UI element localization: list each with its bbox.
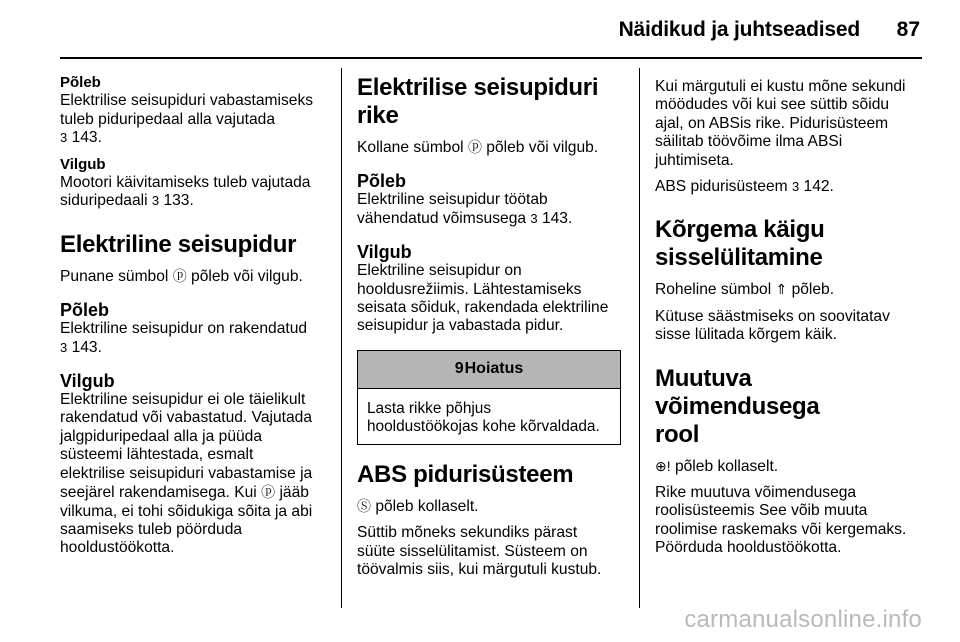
- parking-brake-icon: ⓟ: [172, 267, 187, 284]
- page-reference: 3 143.: [60, 338, 102, 356]
- paragraph-line: roolimise raskemaks või kergemaks.: [655, 520, 907, 538]
- label-poleb: Põleb: [60, 300, 110, 321]
- paragraph-line: töövalmis siis, kui märgutuli kustub.: [357, 561, 602, 579]
- watermark: carmanualsonline.info: [684, 606, 922, 633]
- paragraph-line: jalgpiduripedaal alla ja püüda: [60, 427, 263, 445]
- section-heading: ABS pidurisüsteem: [357, 460, 574, 488]
- warning-triangle-icon: 9: [454, 360, 464, 378]
- parking-brake-icon: ⓟ: [261, 484, 276, 501]
- page-reference: ABS pidurisüsteem 3 142.: [655, 178, 834, 196]
- column-divider-left: [341, 68, 342, 608]
- warning-box: [357, 350, 621, 445]
- paragraph: Ⓢ põleb kollaselt.: [357, 497, 479, 515]
- column-3: [655, 78, 920, 558]
- paragraph: Elektrilise seisupiduri vabastamiseks: [60, 92, 314, 110]
- paragraph: siduripedaali 3 133.: [60, 192, 194, 210]
- paragraph-line: Süttib mõneks sekundiks pärast: [357, 524, 578, 542]
- paragraph-line: Kütuse säästmiseks on soovitatav: [655, 307, 890, 325]
- paragraph-line: seejärel rakendamisega. Kui ⓟ jääb: [60, 484, 309, 502]
- ref-arrow-icon: 3: [60, 339, 68, 355]
- column-1: [60, 74, 325, 558]
- warning-header: [358, 351, 620, 389]
- paragraph: Mootori käivitamiseks tuleb vajutada: [60, 174, 311, 192]
- ref-arrow-icon: 3: [60, 130, 68, 146]
- section-heading: rool: [655, 420, 700, 448]
- page-number: 87: [896, 18, 920, 41]
- paragraph-line: saamiseks tuleb pöörduda: [60, 520, 243, 538]
- ref-arrow-icon: 3: [530, 210, 538, 226]
- paragraph-line: sisse lülitada kõrgem käik.: [655, 326, 838, 344]
- parking-brake-fault-icon: ⓟ: [467, 139, 482, 155]
- label-vilgub: Vilgub: [60, 155, 106, 173]
- ref-arrow-icon: 3: [151, 193, 160, 209]
- paragraph-line: vilkuma, ei tohi sõidukiga sõita ja abi: [60, 502, 313, 520]
- paragraph-line: möödudes või kui see süttib sõidu: [655, 96, 890, 114]
- shift-up-icon: ⇑: [775, 281, 788, 298]
- paragraph: Elektriline seisupidur on rakendatud: [60, 320, 308, 338]
- paragraph: Punane sümbol ⓟ põleb või vilgub.: [60, 267, 303, 285]
- paragraph-line: süüte sisselülitamist. Süsteem on: [357, 542, 588, 560]
- section-heading: Muutuva võimendusega: [655, 364, 820, 420]
- paragraph-line: hooldustöökotta.: [60, 539, 175, 557]
- section-heading: Elektrilise seisupiduri rike: [357, 74, 599, 129]
- paragraph-line: hooldusrežiimis. Lähtestamiseks: [357, 280, 582, 298]
- paragraph: Kollane sümbol ⓟ põleb või vilgub.: [357, 139, 599, 156]
- paragraph: ⊕! põleb kollaselt.: [655, 457, 779, 475]
- warning-body: [358, 389, 620, 444]
- paragraph: vähendatud võimsusega 3 143.: [357, 209, 573, 227]
- section-heading: Kõrgema käigu: [655, 216, 825, 244]
- paragraph-line: Elektriline seisupidur on: [357, 262, 522, 280]
- header-rule: [60, 57, 922, 59]
- paragraph-line: juhtimiseta.: [655, 151, 734, 169]
- abs-icon: Ⓢ: [357, 497, 371, 514]
- label-vilgub: Vilgub: [357, 242, 412, 263]
- warning-line: hooldustöökojas kohe kõrvaldada.: [367, 417, 600, 435]
- running-header-title: Näidikud ja juhtseadised: [618, 18, 860, 41]
- paragraph-line: Kui märgutuli ei kustu mõne sekundi: [655, 78, 906, 95]
- paragraph: Roheline sümbol ⇑ põleb.: [655, 281, 835, 299]
- paragraph-line: roolisüsteemis See võib muuta: [655, 502, 868, 520]
- paragraph-line: elektrilise seisupiduri vabastamise ja: [60, 464, 313, 482]
- warning-title: Hoiatus: [464, 360, 524, 378]
- paragraph-line: rakendatud või vabastatud. Vajutada: [60, 409, 312, 427]
- page-reference: 3 143.: [60, 129, 102, 147]
- column-divider-right: [639, 68, 640, 608]
- steering-warning-icon: ⊕!: [655, 457, 671, 474]
- label-poleb: Põleb: [357, 171, 407, 192]
- paragraph-line: ajal, on ABSis rike. Pidurisüsteem: [655, 114, 889, 132]
- paragraph: tuleb piduripedaal alla vajutada: [60, 110, 276, 128]
- label-poleb: Põleb: [60, 74, 101, 91]
- label-vilgub: Vilgub: [60, 371, 115, 392]
- paragraph-line: Pöörduda hooldustöökotta.: [655, 539, 842, 557]
- section-heading: sisselülitamine: [655, 244, 823, 272]
- paragraph-line: süsteemi lähtestada, esmalt: [60, 446, 254, 464]
- paragraph-line: säilitab töövõime ilma ABSi: [655, 133, 843, 151]
- ref-arrow-icon: 3: [791, 179, 800, 195]
- warning-line: Lasta rikke põhjus: [367, 399, 492, 417]
- column-2: [357, 74, 622, 579]
- paragraph-line: Rike muutuva võimendusega: [655, 484, 857, 502]
- paragraph: Elektriline seisupidur töötab: [357, 191, 548, 209]
- section-heading: Elektriline seisupidur: [60, 230, 297, 258]
- paragraph-line: seisata sõiduk, rakendada elektriline: [357, 299, 609, 317]
- paragraph-line: Elektriline seisupidur ei ole täielikult: [60, 391, 306, 409]
- paragraph-line: seisupidur ja vabastada pidur.: [357, 317, 564, 335]
